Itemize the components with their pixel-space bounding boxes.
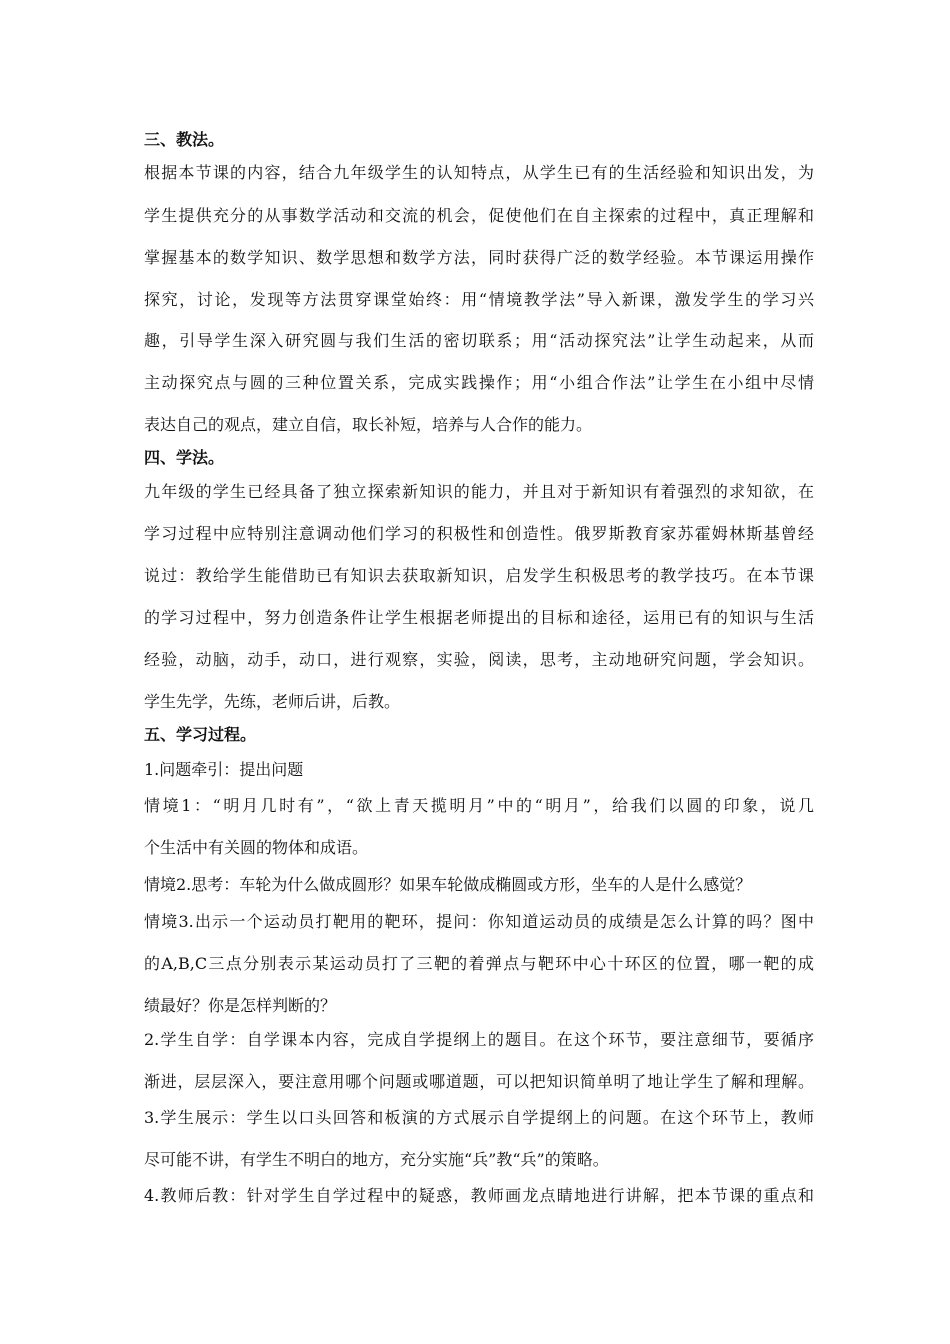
paragraph-line: 情境1：“明月几时有”，“欲上青天揽明月”中的“明月”，给我们以圆的印象，说几 <box>144 796 814 815</box>
paragraph-line: 情境3.出示一个运动员打靶用的靶环，提问：你知道运动员的成绩是怎么计算的吗？图中 <box>144 912 814 931</box>
section-heading-learning-process: 五、学习过程。 <box>144 725 257 744</box>
paragraph-line: 绩最好？你是怎样判断的？ <box>144 996 337 1015</box>
paragraph-line: 个生活中有关圆的物体和成语。 <box>144 838 369 857</box>
paragraph-line: 说过：教给学生能借助已有知识去获取新知识，启发学生积极思考的教学技巧。在本节课 <box>144 566 814 585</box>
paragraph-line: 趣，引导学生深入研究圆与我们生活的密切联系；用“活动探究法”让学生动起来，从而 <box>144 331 814 350</box>
list-item: 3.学生展示：学生以口头回答和板演的方式展示自学提纲上的问题。在这个环节上，教师 <box>144 1108 814 1127</box>
paragraph-line: 尽可能不讲，有学生不明白的地方，充分实施“兵”教“兵”的策略。 <box>144 1150 609 1169</box>
paragraph-line: 表达自己的观点，建立自信，取长补短，培养与人合作的能力。 <box>144 415 593 434</box>
paragraph-line: 根据本节课的内容，结合九年级学生的认知特点，从学生已有的生活经验和知识出发，为 <box>144 163 814 182</box>
paragraph-line: 主动探究点与圆的三种位置关系，完成实践操作；用“小组合作法”让学生在小组中尽情 <box>144 373 814 392</box>
section-heading-learning-method: 四、学法。 <box>144 448 225 467</box>
paragraph-line: 经验，动脑，动手，动口，进行观察，实验，阅读，思考，主动地研究问题，学会知识。 <box>144 650 814 669</box>
paragraph-line: 学生先学，先练，老师后讲，后教。 <box>144 692 401 711</box>
paragraph-line: 的学习过程中，努力创造条件让学生根据老师提出的目标和途径，运用已有的知识与生活 <box>144 608 814 627</box>
paragraph-line: 探究，讨论，发现等方法贯穿课堂始终：用“情境教学法”导入新课，激发学生的学习兴 <box>144 290 814 309</box>
section-heading-teaching-method: 三、教法。 <box>144 130 225 149</box>
paragraph-line: 情境2.思考：车轮为什么做成圆形？如果车轮做成椭圆或方形，坐车的人是什么感觉？ <box>144 875 752 894</box>
paragraph-line: 渐进，层层深入，要注意用哪个问题或哪道题，可以把知识简单明了地让学生了解和理解。 <box>144 1072 814 1091</box>
paragraph-line: 学习过程中应特别注意调动他们学习的积极性和创造性。俄罗斯教育家苏霍姆林斯基曾经 <box>144 524 814 543</box>
list-item: 1.问题牵引：提出问题 <box>144 760 304 779</box>
list-item: 2.学生自学：自学课本内容，完成自学提纲上的题目。在这个环节，要注意细节，要循序 <box>144 1030 814 1049</box>
paragraph-line: 掌握基本的数学知识、数学思想和数学方法，同时获得广泛的数学经验。本节课运用操作 <box>144 248 814 267</box>
list-item: 4.教师后教：针对学生自学过程中的疑惑，教师画龙点睛地进行讲解，把本节课的重点和 <box>144 1186 814 1205</box>
paragraph-line: 学生提供充分的从事数学活动和交流的机会，促使他们在自主探索的过程中，真正理解和 <box>144 206 814 225</box>
paragraph-line: 九年级的学生已经具备了独立探索新知识的能力，并且对于新知识有着强烈的求知欲，在 <box>144 482 814 501</box>
paragraph-line: 的A,B,C三点分别表示某运动员打了三靶的着弹点与靶环中心十环区的位置，哪一靶的成 <box>144 954 814 973</box>
